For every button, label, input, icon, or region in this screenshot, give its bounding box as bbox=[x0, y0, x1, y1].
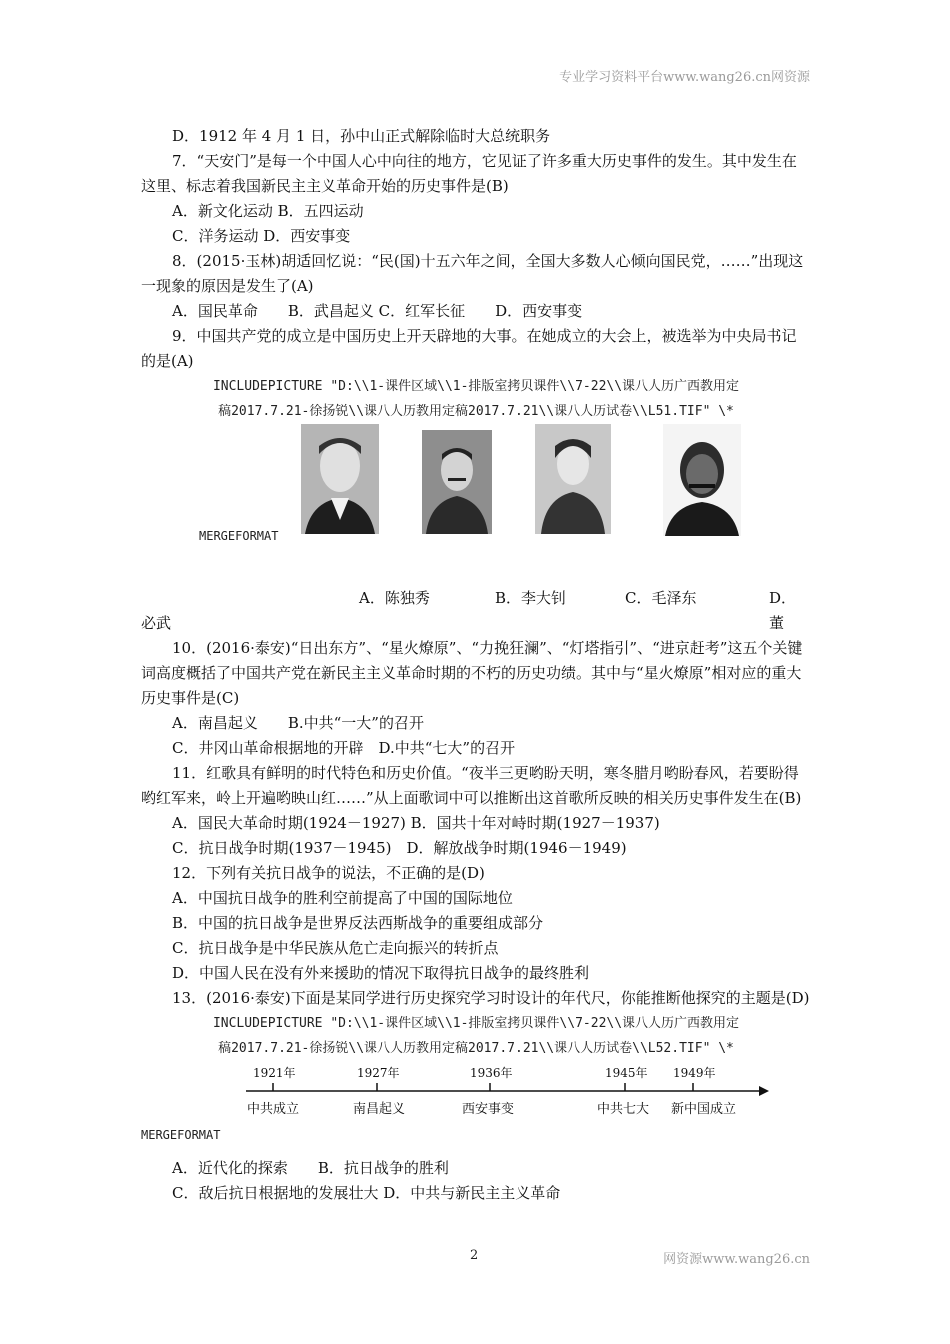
q11-options-cd: C．抗日战争时期(1937－1945) D．解放战争时期(1946－1949) bbox=[172, 839, 627, 857]
q9-option-a: A．陈独秀 bbox=[359, 589, 430, 607]
q12-option-b: B．中国的抗日战争是世界反法西斯战争的重要组成部分 bbox=[172, 914, 544, 932]
q9-option-c: C．毛泽东 bbox=[625, 589, 697, 607]
q13-field-code-line1: INCLUDEPICTURE "D:\\1-课件区域\\1-排版室拷贝课件\\7-22\\课八人历广西教用定 bbox=[212, 1016, 740, 1031]
portrait-mao-zedong bbox=[535, 424, 611, 534]
page-header: 专业学习资料平台www.wang26.cn网资源 bbox=[559, 70, 810, 85]
q12-option-d: D．中国人民在没有外来援助的情况下取得抗日战争的最终胜利 bbox=[172, 964, 590, 982]
timeline-event-1936: 西安事变 bbox=[462, 1102, 515, 1117]
q12-stem: 12．下列有关抗日战争的说法，不正确的是(D) bbox=[172, 864, 485, 882]
document-body bbox=[141, 124, 811, 1206]
q9-stem: 9．中国共产党的成立是中国历史上开天辟地的大事。在她成立的大会上，被选举为中央局书记的是(A) bbox=[141, 327, 797, 370]
q10-options-ab: A．南昌起义 B.中共“一大”的召开 bbox=[172, 714, 424, 732]
q11-stem: 11．红歌具有鲜明的时代特色和历史价值。“夜半三更哟盼天明，寒冬腊月哟盼春风，若要盼得哟红军来，岭上开遍哟映山红……”从上面歌词中可以推断出这首歌所反映的相关历史事件发生在(B) bbox=[141, 764, 802, 807]
q7-options-ab: A．新文化运动 B．五四运动 bbox=[172, 202, 364, 220]
timeline-event-1945: 中共七大 bbox=[597, 1102, 650, 1117]
q9-option-d-wrap: 必武 bbox=[141, 614, 172, 632]
q12-option-a: A．中国抗日战争的胜利空前提高了中国的国际地位 bbox=[172, 889, 513, 907]
q7-stem: 7．“天安门”是每一个中国人心中向往的地方，它见证了许多重大历史事件的发生。其中发生在这里、标志着我国新民主主义革命开始的历史事件是(B) bbox=[141, 152, 797, 195]
q7-options-cd: C．洋务运动 D．西安事变 bbox=[172, 227, 351, 245]
q13-mergeformat: MERGEFORMAT bbox=[141, 1128, 221, 1142]
q9-portrait-row bbox=[141, 424, 811, 586]
footer-watermark: 网资源www.wang26.cn bbox=[663, 1252, 810, 1267]
timeline-event-1949: 新中国成立 bbox=[671, 1102, 737, 1117]
q11-options-ab: A．国民大革命时期(1924－1927) B．国共十年对峙时期(1927－1937) bbox=[172, 814, 660, 832]
q13-options-ab: A．近代化的探索 B．抗日战争的胜利 bbox=[172, 1159, 449, 1177]
q13-field-code-line2: 稿2017.7.21-徐扬锐\\课八人历教用定稿2017.7.21\\课八人历试卷\\L52.TIF" \* bbox=[218, 1041, 734, 1056]
q13-timeline bbox=[141, 1061, 811, 1123]
page-number: 2 bbox=[470, 1248, 479, 1263]
q9-option-b: B．李大钊 bbox=[495, 589, 567, 607]
timeline-year-1945: 1945年 bbox=[605, 1066, 648, 1080]
q9-field-code-line1: INCLUDEPICTURE "D:\\1-课件区域\\1-排版室拷贝课件\\7-22\\课八人历广西教用定 bbox=[212, 379, 740, 394]
q12-option-c: C．抗日战争是中华民族从危亡走向振兴的转折点 bbox=[172, 939, 499, 957]
portrait-chen-duxiu bbox=[301, 424, 379, 534]
q10-options-cd: C．井冈山革命根据地的开辟 D.中共“七大”的召开 bbox=[172, 739, 516, 757]
q8-stem: 8．(2015·玉林)胡适回忆说：“民(国)十五六年之间，全国大多数人心倾向国民党，……”出现这一现象的原因是发生了(A) bbox=[141, 252, 804, 295]
timeline-year-1921: 1921年 bbox=[253, 1066, 296, 1080]
q13-options-cd: C．敌后抗日根据地的发展壮大 D．中共与新民主主义革命 bbox=[172, 1184, 561, 1202]
timeline-year-1927: 1927年 bbox=[357, 1066, 400, 1080]
timeline-event-1921: 中共成立 bbox=[247, 1102, 300, 1117]
spacer bbox=[141, 1148, 811, 1156]
q9-option-d: D．董 bbox=[769, 589, 797, 632]
q6-option-d: D．1912 年 4 月 1 日，孙中山正式解除临时大总统职务 bbox=[172, 127, 551, 145]
q13-stem: 13．(2016·泰安)下面是某同学进行历史探究学习时设计的年代尺，你能推断他探究的主题是(D) bbox=[172, 989, 810, 1007]
timeline-year-1936: 1936年 bbox=[470, 1066, 513, 1080]
portrait-li-dazhao bbox=[422, 430, 492, 534]
timeline-event-1927: 南昌起义 bbox=[353, 1102, 406, 1117]
q8-options: A．国民革命 B．武昌起义 C．红军长征 D．西安事变 bbox=[172, 302, 583, 320]
q9-mergeformat: MERGEFORMAT bbox=[199, 529, 279, 543]
q10-stem: 10．(2016·泰安)“日出东方”、“星火燎原”、“力挽狂澜”、“灯塔指引”、“进京赶考”这五个关键词高度概括了中国共产党在新民主主义革命时期的不朽的历史功绩。其中与“星火燎原”相对应的重大历史事件是(C) bbox=[141, 639, 803, 707]
q9-field-code-line2: 稿2017.7.21-徐扬锐\\课八人历教用定稿2017.7.21\\课八人历试卷\\L51.TIF" \* bbox=[218, 404, 734, 419]
portrait-dong-biwu bbox=[663, 424, 741, 536]
timeline-year-1949: 1949年 bbox=[673, 1066, 716, 1080]
